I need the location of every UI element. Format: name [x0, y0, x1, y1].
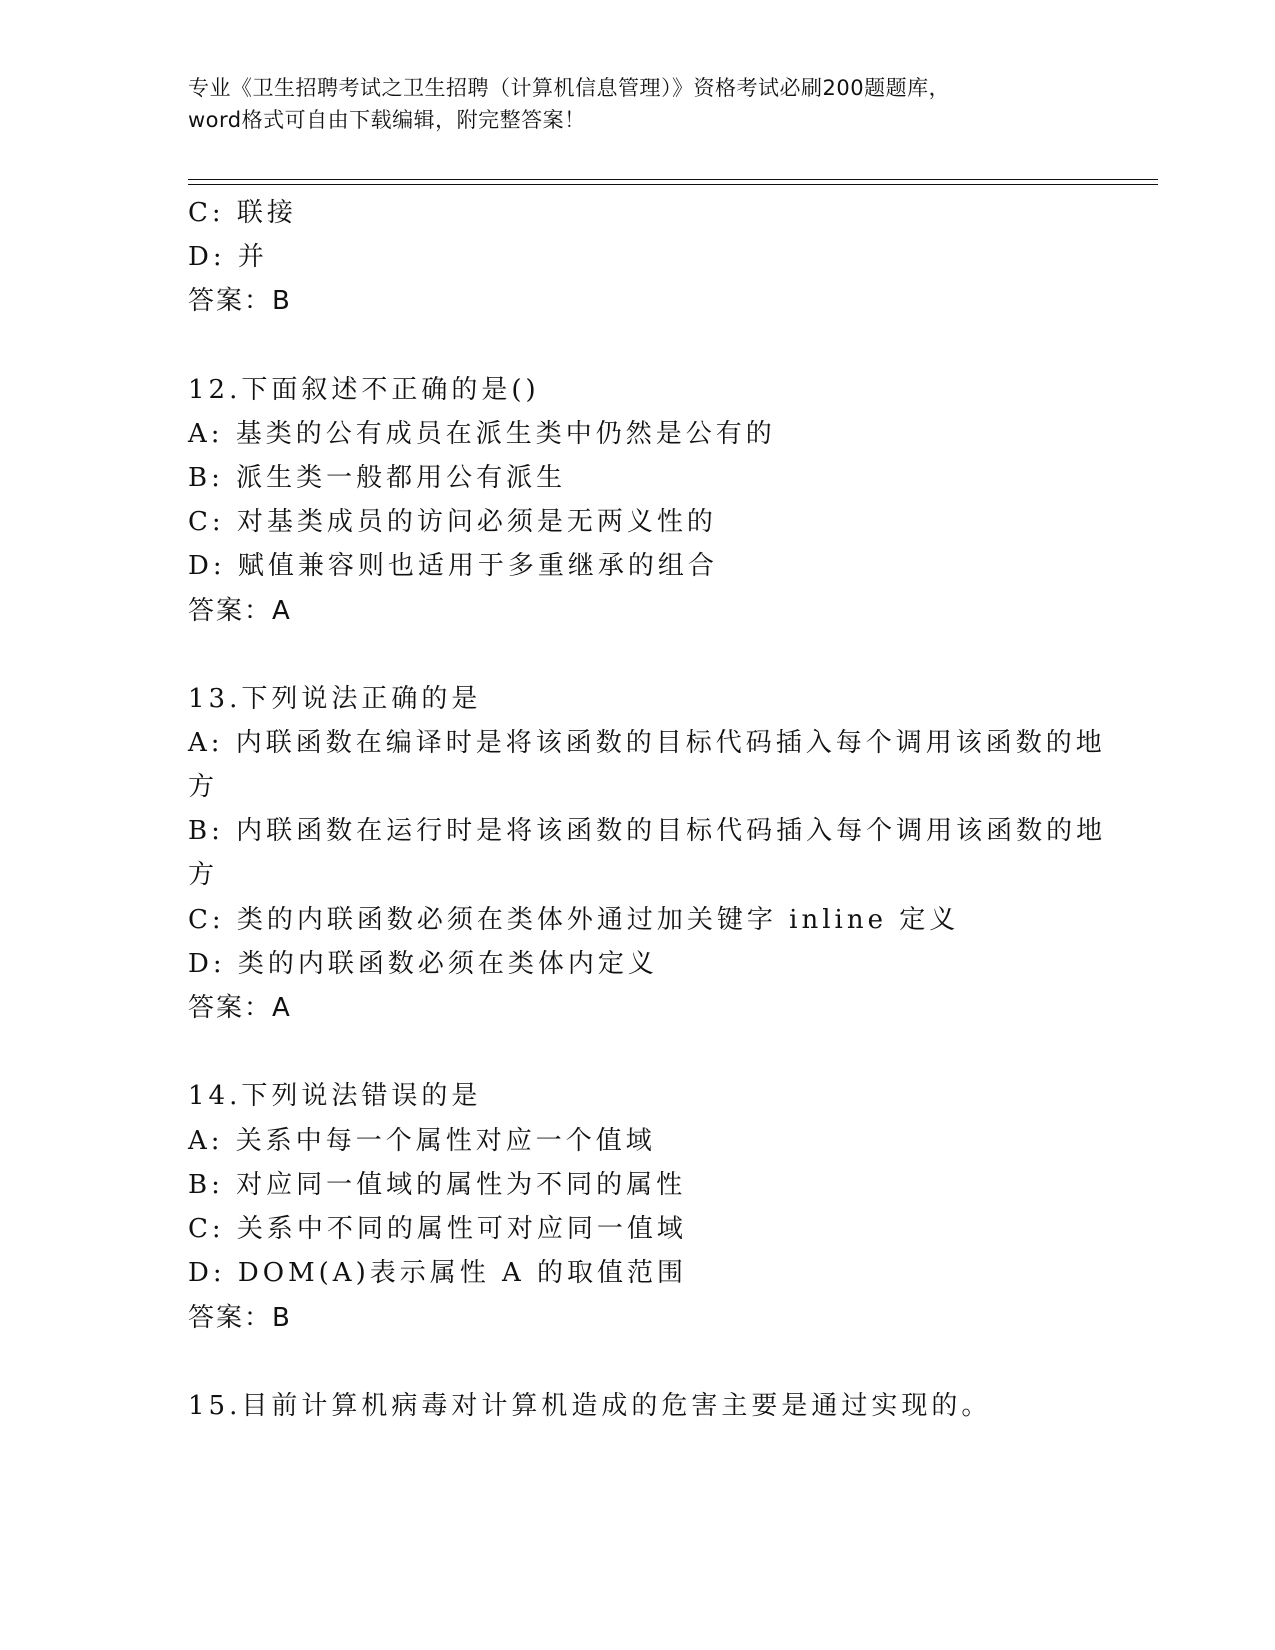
document-header: [188, 72, 1088, 136]
q11-answer: 答案：B: [188, 286, 292, 316]
q14-option-a: A: 关系中每一个属性对应一个值域: [188, 1126, 656, 1156]
q13-option-b-line2: 方: [188, 860, 219, 890]
q15-question: 15.目前计算机病毒对计算机造成的危害主要是通过实现的。: [188, 1391, 992, 1421]
q12-option-a: A: 基类的公有成员在派生类中仍然是公有的: [188, 419, 776, 449]
q13-option-a-line1: A: 内联函数在编译时是将该函数的目标代码插入每个调用该函数的地: [188, 728, 1106, 758]
q13-question: 13.下列说法正确的是: [188, 684, 482, 714]
q12-option-b: B: 派生类一般都用公有派生: [188, 463, 567, 493]
q13-option-b-line1: B: 内联函数在运行时是将该函数的目标代码插入每个调用该函数的地: [188, 816, 1107, 846]
header-rule-top: [188, 179, 1158, 180]
q11-option-c: C: 联接: [188, 198, 297, 228]
q11-option-d: D: 并: [188, 242, 268, 272]
q13-answer: 答案：A: [188, 993, 292, 1023]
q13-option-a-line2: 方: [188, 772, 219, 802]
q13-option-c: C: 类的内联函数必须在类体外通过加关键字 inline 定义: [188, 905, 960, 935]
q14-option-d: D: DOM(A)表示属性 A 的取值范围: [188, 1258, 688, 1288]
q14-question: 14.下列说法错误的是: [188, 1081, 482, 1111]
q12-option-d: D: 赋值兼容则也适用于多重继承的组合: [188, 551, 718, 581]
q12-answer: 答案：A: [188, 596, 292, 626]
q14-answer: 答案：B: [188, 1303, 292, 1333]
q14-option-b: B: 对应同一值域的属性为不同的属性: [188, 1170, 687, 1200]
header-line-2: word格式可自由下载编辑，附完整答案！: [188, 108, 586, 132]
q12-question: 12.下面叙述不正确的是(): [188, 375, 540, 405]
q13-option-d: D: 类的内联函数必须在类体内定义: [188, 949, 658, 979]
header-rule-bottom: [188, 184, 1158, 185]
header-line-1: 专业《卫生招聘考试之卫生招聘（计算机信息管理）》资格考试必刷200题题库，: [188, 76, 951, 100]
q12-option-c: C: 对基类成员的访问必须是无两义性的: [188, 507, 717, 537]
q14-option-c: C: 关系中不同的属性可对应同一值域: [188, 1214, 687, 1244]
